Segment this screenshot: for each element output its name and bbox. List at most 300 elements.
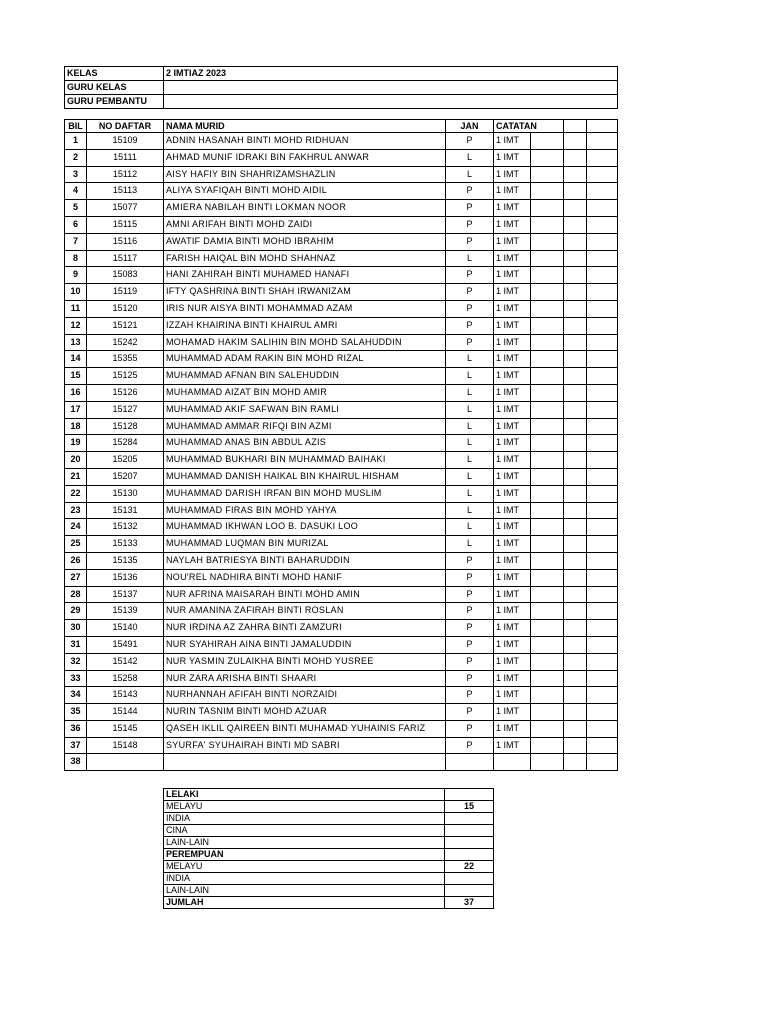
cell-bil: 10	[65, 284, 87, 301]
cell-catatan: 1 IMT	[494, 569, 531, 586]
cell-bil: 7	[65, 233, 87, 250]
cell-no-daftar	[87, 754, 164, 771]
table-row	[65, 485, 618, 502]
table-header-row	[65, 120, 618, 133]
summary-label: CINA	[164, 825, 445, 837]
cell-catatan: 1 IMT	[494, 250, 531, 267]
cell-no-daftar: 15145	[87, 720, 164, 737]
table-row	[65, 536, 618, 553]
cell-blank	[531, 183, 564, 200]
info-value	[164, 95, 618, 109]
cell-no-daftar: 15128	[87, 418, 164, 435]
summary-row	[164, 813, 494, 825]
cell-no-daftar: 15491	[87, 636, 164, 653]
cell-blank	[587, 569, 618, 586]
cell-nama-murid: FARISH HAIQAL BIN MOHD SHAHNAZ	[164, 250, 446, 267]
table-row	[65, 754, 618, 771]
info-label: GURU KELAS	[65, 81, 164, 95]
summary-value: 37	[445, 897, 494, 909]
cell-bil: 1	[65, 133, 87, 150]
cell-nama-murid: QASEH IKLIL QAIREEN BINTI MUHAMAD YUHAINIS FARIZ	[164, 720, 446, 737]
cell-blank	[587, 284, 618, 301]
summary-value	[445, 789, 494, 801]
cell-blank	[531, 351, 564, 368]
header-blank-3	[587, 120, 618, 133]
cell-no-daftar: 15125	[87, 368, 164, 385]
summary-label: JUMLAH	[164, 897, 445, 909]
cell-jan: P	[446, 704, 494, 721]
table-row	[65, 452, 618, 469]
summary-row	[164, 801, 494, 813]
cell-jan: L	[446, 149, 494, 166]
cell-catatan: 1 IMT	[494, 687, 531, 704]
cell-jan: L	[446, 435, 494, 452]
cell-blank	[564, 569, 587, 586]
cell-bil: 17	[65, 401, 87, 418]
cell-nama-murid: AMNI ARIFAH BINTI MOHD ZAIDI	[164, 216, 446, 233]
cell-bil: 22	[65, 485, 87, 502]
student-list-table	[64, 119, 618, 771]
cell-blank	[587, 636, 618, 653]
cell-blank	[564, 401, 587, 418]
cell-blank	[587, 737, 618, 754]
cell-nama-murid: NUR AMANINA ZAFIRAH BINTI ROSLAN	[164, 603, 446, 620]
cell-nama-murid: ADNIN HASANAH BINTI MOHD RIDHUAN	[164, 133, 446, 150]
cell-bil: 8	[65, 250, 87, 267]
cell-jan: P	[446, 334, 494, 351]
cell-bil: 35	[65, 704, 87, 721]
cell-blank	[587, 502, 618, 519]
cell-no-daftar: 15144	[87, 704, 164, 721]
cell-blank	[587, 166, 618, 183]
cell-bil: 33	[65, 670, 87, 687]
cell-nama-murid: MOHAMAD HAKIM SALIHIN BIN MOHD SALAHUDDIN	[164, 334, 446, 351]
cell-blank	[564, 468, 587, 485]
cell-no-daftar: 15111	[87, 149, 164, 166]
cell-no-daftar: 15142	[87, 653, 164, 670]
cell-no-daftar: 15137	[87, 586, 164, 603]
cell-nama-murid: MUHAMMAD FIRAS BIN MOHD YAHYA	[164, 502, 446, 519]
cell-jan: P	[446, 603, 494, 620]
cell-blank	[564, 620, 587, 637]
cell-blank	[564, 485, 587, 502]
cell-bil: 37	[65, 737, 87, 754]
cell-blank	[564, 216, 587, 233]
cell-bil: 4	[65, 183, 87, 200]
cell-nama-murid: IRIS NUR AISYA BINTI MOHAMMAD AZAM	[164, 300, 446, 317]
cell-bil: 21	[65, 468, 87, 485]
cell-jan: P	[446, 670, 494, 687]
cell-nama-murid: MUHAMMAD ADAM RAKIN BIN MOHD RIZAL	[164, 351, 446, 368]
cell-jan: P	[446, 183, 494, 200]
cell-jan: P	[446, 636, 494, 653]
table-row	[65, 704, 618, 721]
cell-nama-murid: MUHAMMAD LUQMAN BIN MURIZAL	[164, 536, 446, 553]
cell-bil: 29	[65, 603, 87, 620]
cell-blank	[564, 368, 587, 385]
cell-blank	[587, 452, 618, 469]
cell-jan: P	[446, 284, 494, 301]
summary-row	[164, 837, 494, 849]
table-row	[65, 183, 618, 200]
cell-nama-murid: ALIYA SYAFIQAH BINTI MOHD AIDIL	[164, 183, 446, 200]
cell-blank	[531, 620, 564, 637]
summary-row	[164, 897, 494, 909]
table-row	[65, 569, 618, 586]
cell-nama-murid: MUHAMMAD IKHWAN LOO B. DASUKI LOO	[164, 519, 446, 536]
cell-blank	[564, 452, 587, 469]
cell-blank	[531, 536, 564, 553]
cell-no-daftar: 15116	[87, 233, 164, 250]
cell-blank	[564, 267, 587, 284]
cell-jan: P	[446, 687, 494, 704]
cell-bil: 26	[65, 552, 87, 569]
summary-row	[164, 861, 494, 873]
cell-blank	[531, 418, 564, 435]
cell-no-daftar: 15120	[87, 300, 164, 317]
cell-catatan: 1 IMT	[494, 452, 531, 469]
table-row	[65, 351, 618, 368]
cell-no-daftar: 15126	[87, 384, 164, 401]
cell-blank	[531, 300, 564, 317]
cell-bil: 13	[65, 334, 87, 351]
cell-blank	[564, 200, 587, 217]
cell-blank	[531, 720, 564, 737]
info-label: KELAS	[65, 67, 164, 81]
cell-blank	[531, 149, 564, 166]
table-row	[65, 284, 618, 301]
cell-no-daftar: 15077	[87, 200, 164, 217]
cell-no-daftar: 15115	[87, 216, 164, 233]
cell-jan: L	[446, 250, 494, 267]
cell-nama-murid: MUHAMMAD AFNAN BIN SALEHUDDIN	[164, 368, 446, 385]
cell-blank	[587, 233, 618, 250]
cell-nama-murid: NAYLAH BATRIESYA BINTI BAHARUDDIN	[164, 552, 446, 569]
cell-catatan: 1 IMT	[494, 603, 531, 620]
cell-blank	[531, 233, 564, 250]
cell-catatan: 1 IMT	[494, 552, 531, 569]
cell-no-daftar: 15136	[87, 569, 164, 586]
cell-no-daftar: 15148	[87, 737, 164, 754]
cell-no-daftar: 15133	[87, 536, 164, 553]
cell-blank	[564, 418, 587, 435]
cell-bil: 2	[65, 149, 87, 166]
cell-bil: 34	[65, 687, 87, 704]
cell-catatan: 1 IMT	[494, 636, 531, 653]
cell-blank	[564, 334, 587, 351]
cell-blank	[564, 704, 587, 721]
info-value: 2 IMTIAZ 2023	[164, 67, 618, 81]
cell-no-daftar: 15112	[87, 166, 164, 183]
summary-value	[445, 873, 494, 885]
cell-blank	[587, 485, 618, 502]
cell-jan: P	[446, 133, 494, 150]
cell-blank	[564, 552, 587, 569]
cell-blank	[564, 233, 587, 250]
cell-bil: 18	[65, 418, 87, 435]
cell-jan: P	[446, 233, 494, 250]
cell-nama-murid: NOU'REL NADHIRA BINTI MOHD HANIF	[164, 569, 446, 586]
cell-bil: 9	[65, 267, 87, 284]
summary-row	[164, 873, 494, 885]
cell-blank	[587, 133, 618, 150]
cell-jan: L	[446, 452, 494, 469]
cell-catatan: 1 IMT	[494, 351, 531, 368]
cell-bil: 27	[65, 569, 87, 586]
cell-catatan: 1 IMT	[494, 267, 531, 284]
cell-blank	[587, 334, 618, 351]
table-row	[65, 334, 618, 351]
cell-blank	[531, 133, 564, 150]
table-row	[65, 636, 618, 653]
cell-catatan: 1 IMT	[494, 502, 531, 519]
cell-catatan: 1 IMT	[494, 468, 531, 485]
cell-bil: 20	[65, 452, 87, 469]
cell-blank	[587, 200, 618, 217]
cell-blank	[531, 502, 564, 519]
cell-blank	[587, 149, 618, 166]
cell-blank	[564, 720, 587, 737]
cell-blank	[564, 586, 587, 603]
cell-bil: 24	[65, 519, 87, 536]
cell-bil: 25	[65, 536, 87, 553]
cell-no-daftar: 15083	[87, 267, 164, 284]
cell-jan	[446, 754, 494, 771]
cell-catatan: 1 IMT	[494, 485, 531, 502]
cell-blank	[531, 435, 564, 452]
table-row	[65, 200, 618, 217]
table-row	[65, 687, 618, 704]
cell-blank	[531, 166, 564, 183]
cell-catatan: 1 IMT	[494, 368, 531, 385]
cell-blank	[564, 653, 587, 670]
cell-blank	[531, 670, 564, 687]
header-jan: JAN	[446, 120, 494, 133]
cell-catatan: 1 IMT	[494, 704, 531, 721]
cell-no-daftar: 15117	[87, 250, 164, 267]
cell-nama-murid: HANI ZAHIRAH BINTI MUHAMED HANAFI	[164, 267, 446, 284]
cell-blank	[564, 183, 587, 200]
cell-catatan: 1 IMT	[494, 620, 531, 637]
cell-blank	[564, 687, 587, 704]
cell-blank	[564, 384, 587, 401]
cell-blank	[587, 552, 618, 569]
cell-blank	[531, 284, 564, 301]
header-blank-2	[564, 120, 587, 133]
cell-blank	[587, 687, 618, 704]
cell-no-daftar: 15242	[87, 334, 164, 351]
cell-no-daftar: 15143	[87, 687, 164, 704]
cell-catatan: 1 IMT	[494, 586, 531, 603]
cell-blank	[564, 284, 587, 301]
cell-bil: 16	[65, 384, 87, 401]
cell-blank	[587, 754, 618, 771]
table-row	[65, 670, 618, 687]
cell-blank	[587, 351, 618, 368]
cell-no-daftar: 15140	[87, 620, 164, 637]
cell-blank	[531, 569, 564, 586]
cell-blank	[531, 552, 564, 569]
cell-catatan: 1 IMT	[494, 334, 531, 351]
cell-no-daftar: 15132	[87, 519, 164, 536]
cell-blank	[587, 670, 618, 687]
cell-bil: 36	[65, 720, 87, 737]
summary-value	[445, 837, 494, 849]
cell-nama-murid: MUHAMMAD AKIF SAFWAN BIN RAMLI	[164, 401, 446, 418]
cell-nama-murid: AMIERA NABILAH BINTI LOKMAN NOOR	[164, 200, 446, 217]
cell-blank	[564, 149, 587, 166]
cell-no-daftar: 15205	[87, 452, 164, 469]
cell-nama-murid: AWATIF DAMIA BINTI MOHD IBRAHIM	[164, 233, 446, 250]
table-row	[65, 368, 618, 385]
cell-no-daftar: 15284	[87, 435, 164, 452]
cell-jan: P	[446, 737, 494, 754]
cell-no-daftar: 15121	[87, 317, 164, 334]
cell-blank	[587, 300, 618, 317]
cell-no-daftar: 15127	[87, 401, 164, 418]
cell-nama-murid	[164, 754, 446, 771]
cell-blank	[564, 519, 587, 536]
table-row	[65, 216, 618, 233]
cell-no-daftar: 15139	[87, 603, 164, 620]
summary-label: INDIA	[164, 873, 445, 885]
summary-label: MELAYU	[164, 801, 445, 813]
cell-blank	[587, 418, 618, 435]
cell-blank	[564, 133, 587, 150]
cell-no-daftar: 15207	[87, 468, 164, 485]
table-row	[65, 384, 618, 401]
cell-nama-murid: NUR SYAHIRAH AINA BINTI JAMALUDDIN	[164, 636, 446, 653]
cell-catatan: 1 IMT	[494, 670, 531, 687]
cell-no-daftar: 15131	[87, 502, 164, 519]
header-no-daftar: NO DAFTAR	[87, 120, 164, 133]
cell-jan: P	[446, 216, 494, 233]
cell-blank	[587, 519, 618, 536]
table-row	[65, 620, 618, 637]
cell-catatan: 1 IMT	[494, 317, 531, 334]
cell-nama-murid: MUHAMMAD AIZAT BIN MOHD AMIR	[164, 384, 446, 401]
info-row	[65, 67, 618, 81]
cell-jan: P	[446, 552, 494, 569]
table-row	[65, 267, 618, 284]
cell-no-daftar: 15355	[87, 351, 164, 368]
summary-label: INDIA	[164, 813, 445, 825]
cell-bil: 30	[65, 620, 87, 637]
cell-catatan: 1 IMT	[494, 149, 531, 166]
cell-nama-murid: NURHANNAH AFIFAH BINTI NORZAIDI	[164, 687, 446, 704]
cell-jan: L	[446, 519, 494, 536]
cell-no-daftar: 15113	[87, 183, 164, 200]
cell-blank	[531, 452, 564, 469]
summary-label: LELAKI	[164, 789, 445, 801]
info-label: GURU PEMBANTU	[65, 95, 164, 109]
table-row	[65, 502, 618, 519]
cell-blank	[564, 502, 587, 519]
cell-jan: L	[446, 468, 494, 485]
cell-catatan: 1 IMT	[494, 233, 531, 250]
cell-no-daftar: 15109	[87, 133, 164, 150]
cell-bil: 11	[65, 300, 87, 317]
cell-catatan: 1 IMT	[494, 300, 531, 317]
cell-jan: L	[446, 418, 494, 435]
table-row	[65, 149, 618, 166]
cell-catatan: 1 IMT	[494, 737, 531, 754]
header-nama-murid: NAMA MURID	[164, 120, 446, 133]
cell-no-daftar: 15130	[87, 485, 164, 502]
cell-nama-murid: IZZAH KHAIRINA BINTI KHAIRUL AMRI	[164, 317, 446, 334]
summary-row	[164, 825, 494, 837]
cell-blank	[531, 603, 564, 620]
info-value	[164, 81, 618, 95]
cell-catatan: 1 IMT	[494, 200, 531, 217]
cell-nama-murid: NUR AFRINA MAISARAH BINTI MOHD AMIN	[164, 586, 446, 603]
cell-blank	[587, 216, 618, 233]
cell-bil: 31	[65, 636, 87, 653]
cell-jan: P	[446, 620, 494, 637]
cell-bil: 38	[65, 754, 87, 771]
summary-row	[164, 885, 494, 897]
cell-blank	[531, 519, 564, 536]
cell-catatan: 1 IMT	[494, 133, 531, 150]
cell-no-daftar: 15119	[87, 284, 164, 301]
cell-blank	[531, 737, 564, 754]
cell-jan: P	[446, 653, 494, 670]
cell-blank	[587, 468, 618, 485]
cell-nama-murid: MUHAMMAD BUKHARI BIN MUHAMMAD BAIHAKI	[164, 452, 446, 469]
cell-blank	[531, 636, 564, 653]
cell-catatan: 1 IMT	[494, 401, 531, 418]
cell-nama-murid: IFTY QASHRINA BINTI SHAH IRWANIZAM	[164, 284, 446, 301]
cell-blank	[531, 401, 564, 418]
cell-blank	[564, 737, 587, 754]
cell-bil: 19	[65, 435, 87, 452]
cell-jan: P	[446, 720, 494, 737]
summary-label: PEREMPUAN	[164, 849, 445, 861]
cell-bil: 3	[65, 166, 87, 183]
cell-blank	[587, 620, 618, 637]
cell-blank	[531, 384, 564, 401]
cell-blank	[564, 300, 587, 317]
summary-label: LAIN-LAIN	[164, 837, 445, 849]
table-row	[65, 435, 618, 452]
cell-blank	[531, 485, 564, 502]
cell-bil: 12	[65, 317, 87, 334]
summary-value: 22	[445, 861, 494, 873]
cell-jan: L	[446, 401, 494, 418]
cell-nama-murid: MUHAMMAD ANAS BIN ABDUL AZIS	[164, 435, 446, 452]
cell-nama-murid: AHMAD MUNIF IDRAKI BIN FAKHRUL ANWAR	[164, 149, 446, 166]
cell-jan: P	[446, 586, 494, 603]
cell-blank	[564, 317, 587, 334]
table-row	[65, 233, 618, 250]
cell-jan: L	[446, 384, 494, 401]
cell-jan: P	[446, 267, 494, 284]
cell-blank	[587, 435, 618, 452]
cell-bil: 32	[65, 653, 87, 670]
cell-blank	[564, 670, 587, 687]
cell-blank	[531, 368, 564, 385]
cell-bil: 23	[65, 502, 87, 519]
cell-nama-murid: MUHAMMAD AMMAR RIFQI BIN AZMI	[164, 418, 446, 435]
cell-jan: L	[446, 502, 494, 519]
info-row	[65, 81, 618, 95]
cell-blank	[531, 586, 564, 603]
table-row	[65, 552, 618, 569]
cell-jan: L	[446, 368, 494, 385]
cell-blank	[587, 317, 618, 334]
cell-catatan: 1 IMT	[494, 418, 531, 435]
cell-blank	[587, 250, 618, 267]
